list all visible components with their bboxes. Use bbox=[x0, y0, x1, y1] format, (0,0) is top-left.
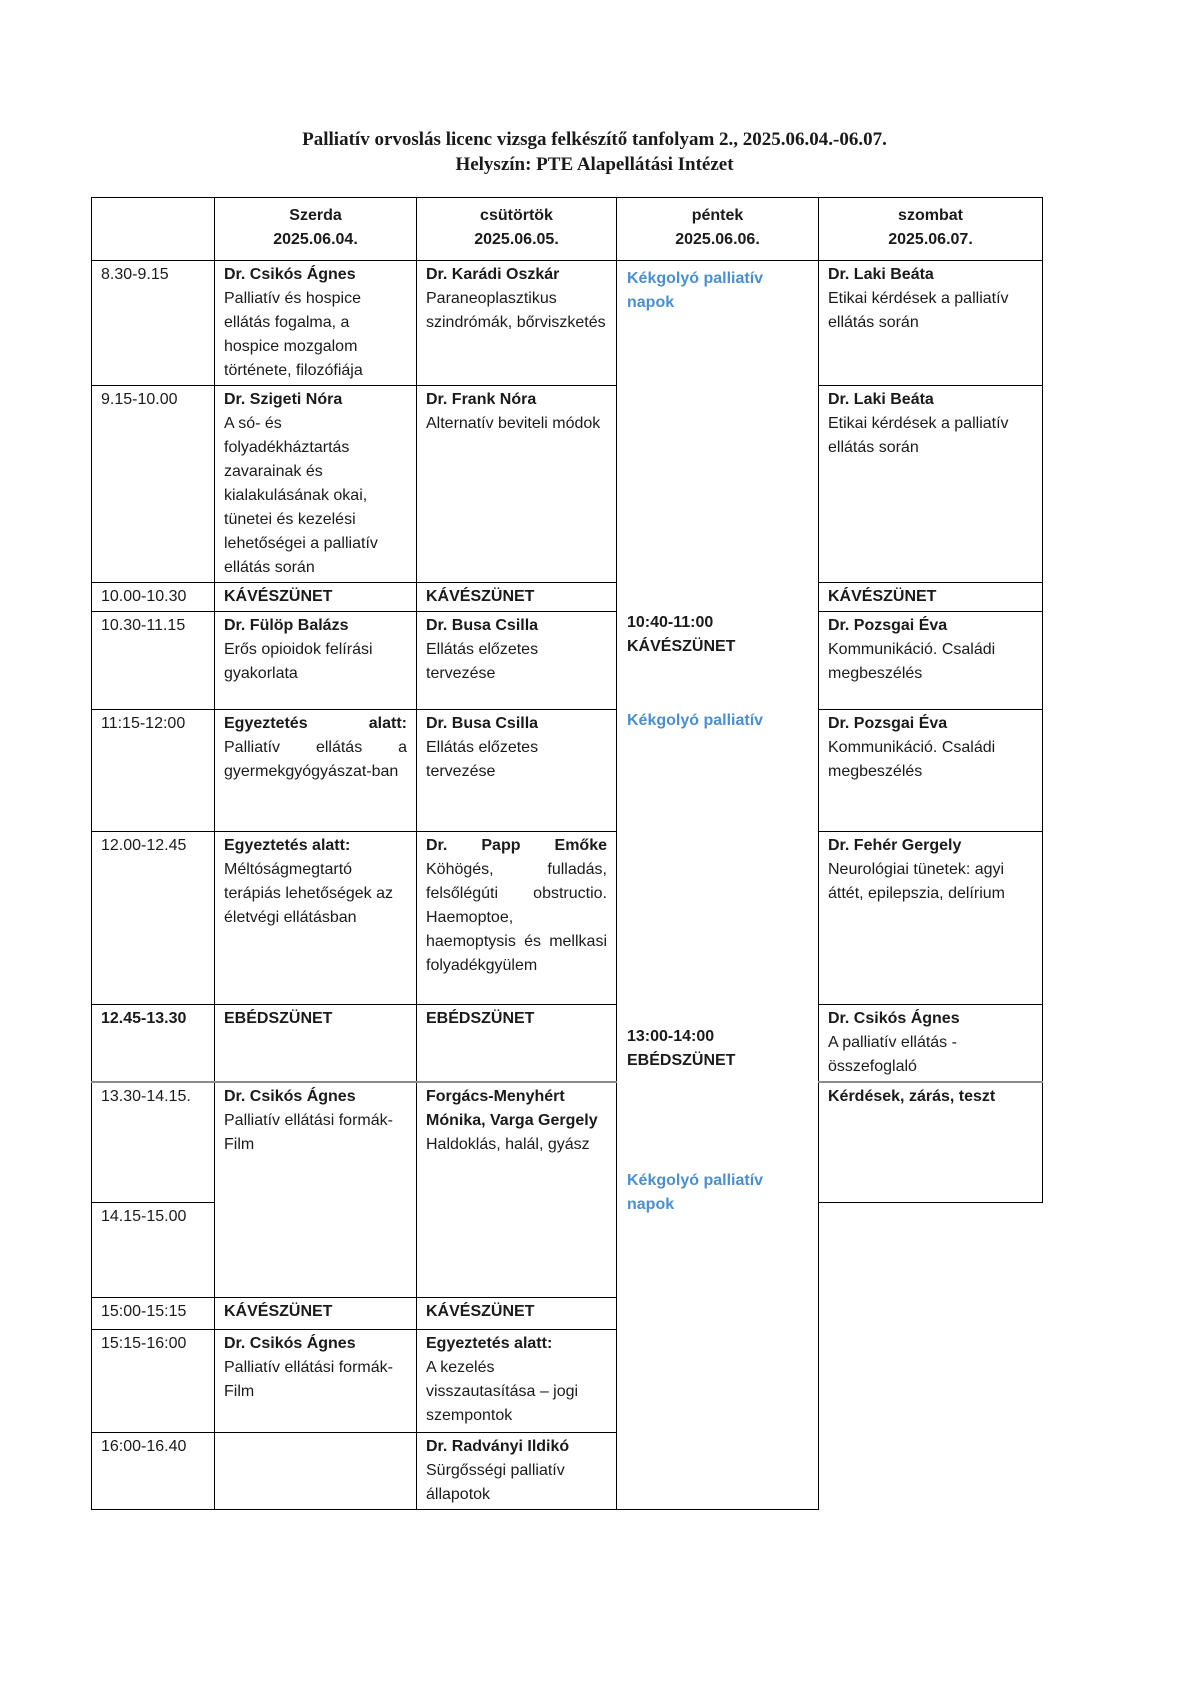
time-cell: 15:00-15:15 bbox=[92, 1297, 215, 1329]
cell-sat-1030 bbox=[819, 612, 1043, 710]
speaker: Dr. Busa Csilla bbox=[426, 617, 539, 634]
header-corner-cell bbox=[92, 198, 215, 261]
speaker: Dr. Frank Nóra bbox=[426, 391, 537, 408]
cell-sat-empty-region bbox=[819, 1202, 1043, 1509]
speaker: Dr. Laki Beáta bbox=[828, 391, 934, 408]
time-cell: 12.00-12.45 bbox=[92, 832, 215, 1005]
schedule-table bbox=[91, 197, 1043, 1510]
day-name: péntek bbox=[691, 207, 744, 224]
cell-thu-0830 bbox=[417, 261, 617, 386]
cell-wed-1030 bbox=[215, 612, 417, 710]
cell-thu-1200 bbox=[417, 832, 617, 1005]
break-time: 13:00-14:00 bbox=[627, 1028, 715, 1045]
header-friday bbox=[617, 198, 819, 261]
topic: A kezelés visszautasítása – jogi szempontok bbox=[426, 1358, 579, 1424]
speaker: Dr. Busa Csilla bbox=[426, 715, 539, 732]
speaker: Dr. Karádi Oszkár bbox=[426, 266, 560, 283]
topic: Palliatív ellátás a gyermekgyógyászat-ban bbox=[224, 739, 407, 780]
time-cell: 10.00-10.30 bbox=[92, 583, 215, 612]
speaker: Dr. Csikós Ágnes bbox=[224, 1088, 356, 1105]
topic: Köhögés, fulladás, felsőlégúti obstructio. Haemoptoe, haemoptysis és mellkasi folyadékgyülem bbox=[426, 861, 607, 974]
topic: Palliatív ellátási formák-Film bbox=[224, 1358, 393, 1400]
row-1200 bbox=[92, 832, 1043, 1005]
header-thursday bbox=[417, 198, 617, 261]
cell-thu-1030 bbox=[417, 612, 617, 710]
topic: Erős opioidok felírási gyakorlata bbox=[224, 641, 373, 682]
cell-sat-1115 bbox=[819, 710, 1043, 832]
speaker: Forgács-Menyhért Mónika, Varga Gergely bbox=[426, 1088, 598, 1129]
row-1330 bbox=[92, 1082, 1043, 1202]
topic: Ellátás előzetes tervezése bbox=[426, 641, 539, 682]
cell-wed-0915 bbox=[215, 386, 417, 583]
speaker: Dr. Laki Beáta bbox=[828, 266, 934, 283]
cell-thu-1330-merged bbox=[417, 1082, 617, 1297]
row-1000-coffee bbox=[92, 583, 1043, 612]
time-cell: 8.30-9.15 bbox=[92, 261, 215, 386]
speaker: Dr. Csikós Ágnes bbox=[828, 1010, 960, 1027]
friday-lunch-break bbox=[627, 1025, 809, 1073]
time-cell: 9.15-10.00 bbox=[92, 386, 215, 583]
day-date: 2025.06.04. bbox=[273, 231, 358, 248]
cell-wed-1115 bbox=[215, 710, 417, 832]
topic: Méltóságmegtartó terápiás lehetőségek az életvégi ellátásban bbox=[224, 861, 393, 926]
cell-sat-1245 bbox=[819, 1005, 1043, 1083]
cell-wed-1330-merged bbox=[215, 1082, 417, 1297]
topic: Neurológiai tünetek: agyi áttét, epilepszia, delírium bbox=[828, 861, 1005, 902]
topic: Ellátás előzetes tervezése bbox=[426, 739, 539, 780]
row-1245-lunch bbox=[92, 1005, 1043, 1083]
day-date: 2025.06.05. bbox=[474, 231, 559, 248]
break-time: 10:40-11:00 bbox=[627, 614, 714, 631]
topic: Palliatív és hospice ellátás fogalma, a hospice mozgalom története, filozófiája bbox=[224, 290, 363, 379]
speaker: Dr. Fülöp Balázs bbox=[224, 617, 349, 634]
topic: Paraneoplasztikus szindrómák, bőrviszketés bbox=[426, 290, 606, 331]
topic: Palliatív ellátási formák-Film bbox=[224, 1112, 393, 1153]
speaker: Dr. Szigeti Nóra bbox=[224, 391, 343, 408]
cell-sat-1200 bbox=[819, 832, 1043, 1005]
cell-wed-1600-empty bbox=[215, 1432, 417, 1509]
day-name: szombat bbox=[898, 207, 963, 224]
topic: Kommunikáció. Családi megbeszélés bbox=[828, 641, 996, 682]
break-label: EBÉDSZÜNET bbox=[627, 1052, 736, 1069]
cell-thu-1115 bbox=[417, 710, 617, 832]
cell-sat-0830 bbox=[819, 261, 1043, 386]
cell-wed-coffee-1000: KÁVÉSZÜNET bbox=[215, 583, 417, 612]
friday-coffee-break bbox=[627, 611, 809, 659]
title-line-1: Palliatív orvoslás licenc vizsga felkészítő tanfolyam 2., 2025.06.04.-06.07. bbox=[302, 129, 887, 150]
header-saturday bbox=[819, 198, 1043, 261]
time-cell: 11:15-12:00 bbox=[92, 710, 215, 832]
document-title bbox=[0, 127, 1189, 177]
cell-wed-0830 bbox=[215, 261, 417, 386]
topic: Sürgősségi palliatív állapotok bbox=[426, 1461, 565, 1503]
cell-wed-1515 bbox=[215, 1329, 417, 1432]
friday-mid-note: Kékgolyó palliatív bbox=[627, 712, 764, 729]
time-cell: 14.15-15.00 bbox=[92, 1202, 215, 1297]
time-cell: 10.30-11.15 bbox=[92, 612, 215, 710]
break-label: KÁVÉSZÜNET bbox=[627, 638, 736, 655]
topic: Kommunikáció. Családi megbeszélés bbox=[828, 739, 996, 780]
friday-bottom-note: Kékgolyó palliatív napok bbox=[627, 1172, 764, 1213]
topic: A palliatív ellátás - összefoglaló bbox=[828, 1034, 957, 1075]
speaker: Dr. Csikós Ágnes bbox=[224, 266, 356, 283]
speaker: Dr. Pozsgai Éva bbox=[828, 617, 948, 634]
title-line-2: Helyszín: PTE Alapellátási Intézet bbox=[455, 154, 734, 175]
cell-thu-1600 bbox=[417, 1432, 617, 1509]
speaker: Egyeztetés alatt: bbox=[224, 715, 407, 732]
cell-thu-lunch: EBÉDSZÜNET bbox=[417, 1005, 617, 1083]
speaker: Dr. Radványi Ildikó bbox=[426, 1437, 570, 1455]
cell-thu-coffee-1500: KÁVÉSZÜNET bbox=[417, 1297, 617, 1329]
row-0830 bbox=[92, 261, 1043, 386]
topic: Etikai kérdések a palliatív ellátás során bbox=[828, 290, 1009, 331]
cell-wed-coffee-1500: KÁVÉSZÜNET bbox=[215, 1297, 417, 1329]
cell-thu-1515 bbox=[417, 1329, 617, 1432]
row-1030 bbox=[92, 612, 1043, 710]
cell-thu-coffee-1000: KÁVÉSZÜNET bbox=[417, 583, 617, 612]
time-cell: 15:15-16:00 bbox=[92, 1329, 215, 1432]
day-name: Szerda bbox=[289, 207, 342, 224]
row-1115 bbox=[92, 710, 1043, 832]
day-name: csütörtök bbox=[480, 207, 553, 224]
cell-sat-coffee-1000: KÁVÉSZÜNET bbox=[819, 583, 1043, 612]
time-cell: 12.45-13.30 bbox=[92, 1005, 215, 1083]
day-date: 2025.06.07. bbox=[888, 231, 973, 248]
time-cell: 13.30-14.15. bbox=[92, 1082, 215, 1202]
header-row bbox=[92, 198, 1043, 261]
time-cell: 16:00-16.40 bbox=[92, 1432, 215, 1509]
speaker: Dr. Fehér Gergely bbox=[828, 837, 962, 854]
topic: Haldoklás, halál, gyász bbox=[426, 1136, 590, 1153]
friday-top-note: Kékgolyó palliatív napok bbox=[627, 270, 764, 311]
header-wednesday bbox=[215, 198, 417, 261]
cell-sat-closing: Kérdések, zárás, teszt bbox=[819, 1082, 1043, 1202]
speaker: Dr. Csikós Ágnes bbox=[224, 1334, 356, 1352]
cell-wed-lunch: EBÉDSZÜNET bbox=[215, 1005, 417, 1083]
speaker: Dr. Pozsgai Éva bbox=[828, 715, 948, 732]
row-0915 bbox=[92, 386, 1043, 583]
cell-thu-0915 bbox=[417, 386, 617, 583]
topic: Etikai kérdések a palliatív ellátás során bbox=[828, 415, 1009, 456]
topic: A só- és folyadékháztartás zavarainak és kialakulásának okai, tünetei és kezelési lehetőségei a palliatív ellátás során bbox=[224, 415, 378, 576]
cell-sat-0915 bbox=[819, 386, 1043, 583]
topic: Alternatív beviteli módok bbox=[426, 415, 601, 432]
cell-fri-merged bbox=[617, 261, 819, 1510]
speaker: Egyeztetés alatt: bbox=[224, 837, 351, 854]
cell-wed-1200 bbox=[215, 832, 417, 1005]
speaker: Egyeztetés alatt: bbox=[426, 1334, 553, 1352]
day-date: 2025.06.06. bbox=[675, 231, 760, 248]
speaker: Dr. Papp Emőke bbox=[426, 837, 607, 854]
